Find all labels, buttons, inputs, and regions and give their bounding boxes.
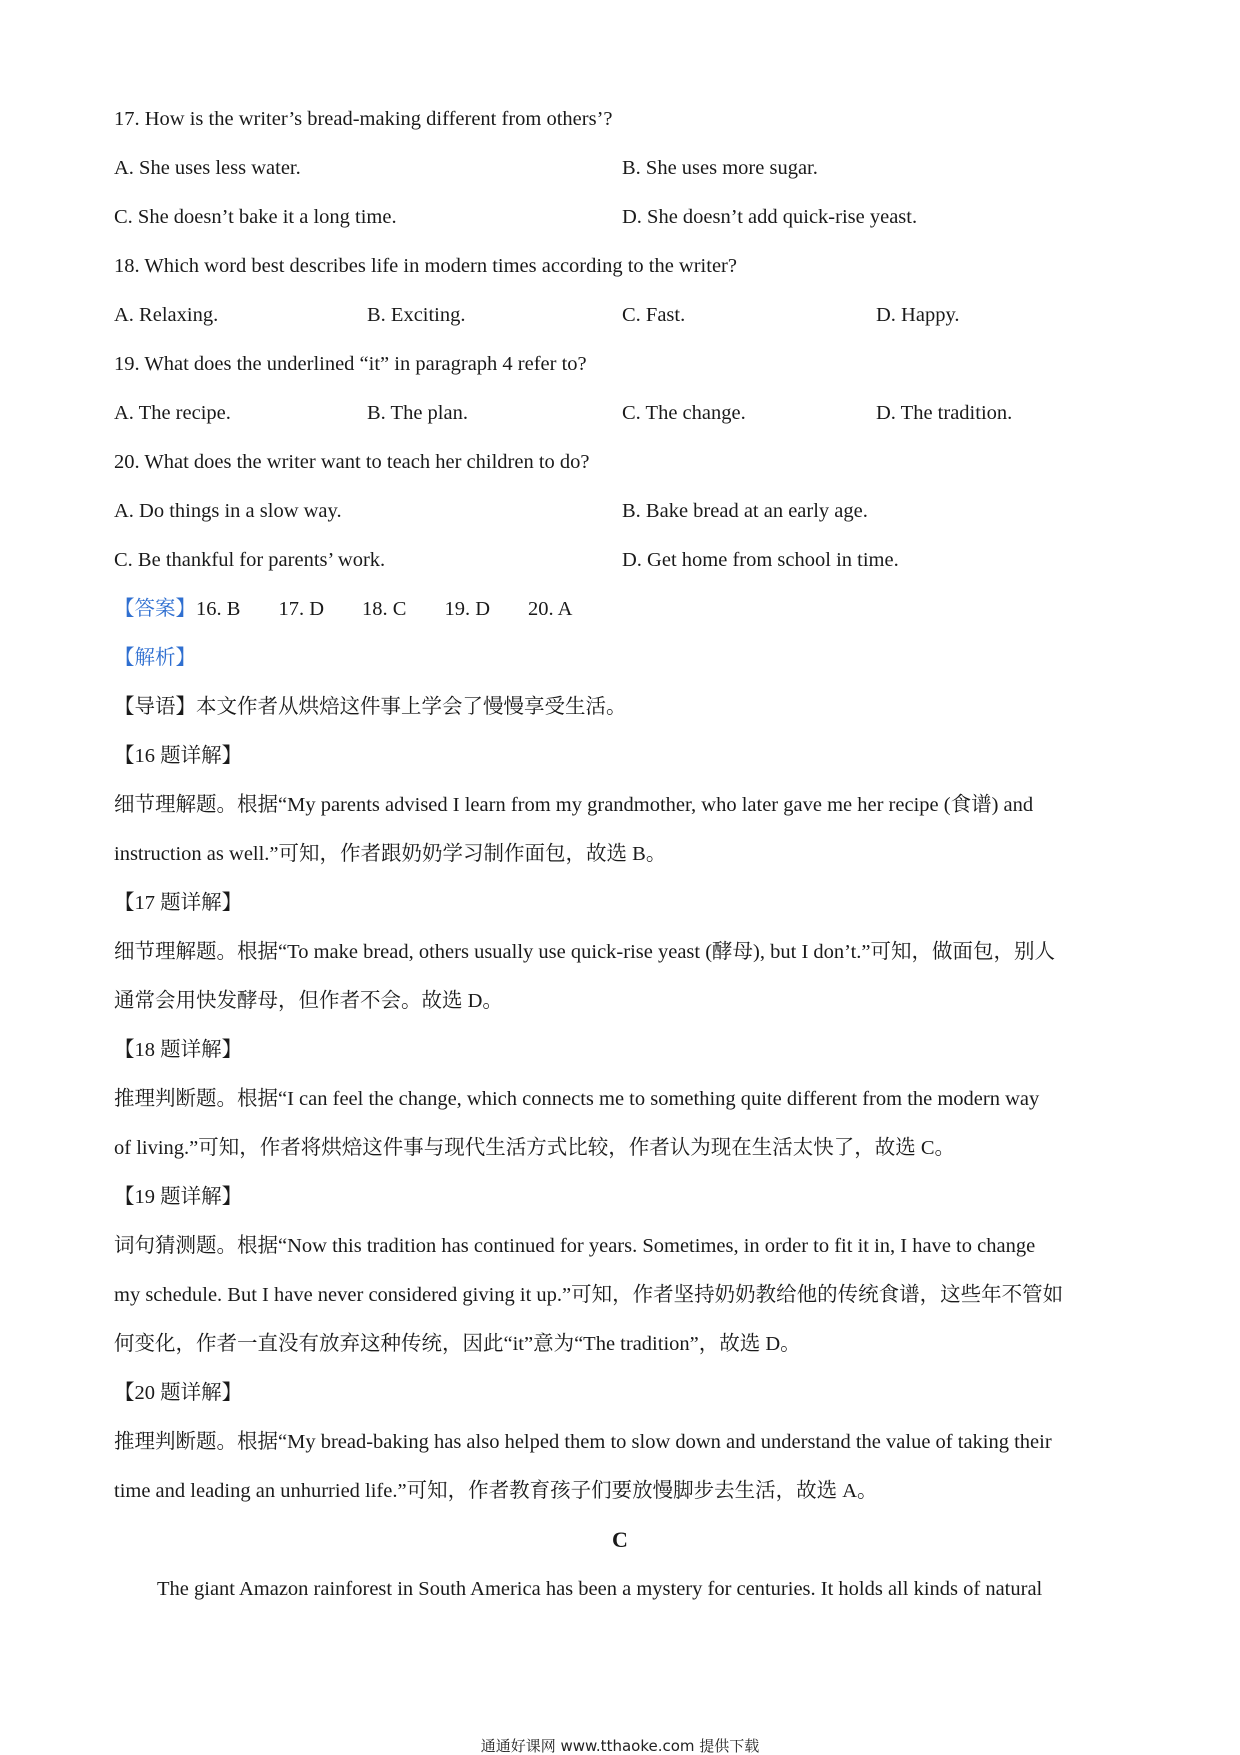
detail-16-line-2: instruction as well.”可知，作者跟奶奶学习制作面包，故选 B。 (114, 843, 667, 865)
question-17-stem: 17. How is the writer’s bread-making different from others’? (114, 108, 613, 130)
detail-18-line-2: of living.”可知，作者将烘焙这件事与现代生活方式比较，作者认为现在生活太快了，故选 C。 (114, 1137, 956, 1159)
answer-18: 18. C (362, 598, 407, 620)
detail-18-title: 【18 题详解】 (114, 1039, 243, 1061)
analysis-label: 【解析】 (114, 647, 196, 669)
question-17-option-d: D. She doesn’t add quick-rise yeast. (622, 206, 918, 228)
detail-16-line-1: 细节理解题。根据“My parents advised I learn from my grandmother, who later gave me her recipe (食谱) and (114, 794, 1034, 816)
guide-text: 【导语】本文作者从烘焙这件事上学会了慢慢享受生活。 (114, 696, 627, 718)
detail-19-title: 【19 题详解】 (114, 1186, 243, 1208)
detail-20-title: 【20 题详解】 (114, 1382, 243, 1404)
question-18-option-b: B. Exciting. (367, 304, 466, 326)
question-18-option-c: C. Fast. (622, 304, 686, 326)
detail-19-line-1: 词句猜测题。根据“Now this tradition has continued for years. Sometimes, in order to fit it in, I have to change (114, 1235, 1036, 1257)
detail-17-title: 【17 题详解】 (114, 892, 243, 914)
question-17-option-b: B. She uses more sugar. (622, 157, 818, 179)
question-19-option-b: B. The plan. (367, 402, 468, 424)
detail-17-line-1: 细节理解题。根据“To make bread, others usually use quick-rise yeast (酵母), but I don’t.”可知，做面包，别人 (114, 941, 1056, 963)
detail-19-line-2: my schedule. But I have never considered giving it up.”可知，作者坚持奶奶教给他的传统食谱，这些年不管如 (114, 1284, 1064, 1306)
section-c-heading: C (612, 1527, 628, 1552)
detail-16-title: 【16 题详解】 (114, 745, 243, 767)
answer-16: 16. B (196, 598, 241, 620)
question-19-option-c: C. The change. (622, 402, 746, 424)
question-17-option-a: A. She uses less water. (114, 157, 301, 179)
question-19-option-a: A. The recipe. (114, 402, 231, 424)
section-c-first-line: The giant Amazon rainforest in South America has been a mystery for centuries. It holds all kinds of natural (157, 1578, 1043, 1600)
answer-17: 17. D (278, 598, 324, 620)
detail-19-line-3: 何变化，作者一直没有放弃这种传统，因此“it”意为“The tradition”，故选 D。 (114, 1333, 801, 1355)
question-17-option-c: C. She doesn’t bake it a long time. (114, 206, 397, 228)
detail-18-line-1: 推理判断题。根据“I can feel the change, which connects me to something quite different from the modern way (114, 1088, 1040, 1110)
question-18-stem: 18. Which word best describes life in modern times according to the writer? (114, 255, 737, 277)
question-20-option-b: B. Bake bread at an early age. (622, 500, 868, 522)
question-19-option-d: D. The tradition. (876, 402, 1013, 424)
question-20-stem: 20. What does the writer want to teach her children to do? (114, 451, 590, 473)
detail-20-line-2: time and leading an unhurried life.”可知，作者教育孩子们要放慢脚步去生活，故选 A。 (114, 1480, 878, 1502)
question-19-stem: 19. What does the underlined “it” in paragraph 4 refer to? (114, 353, 587, 375)
answer-19: 19. D (444, 598, 490, 620)
answer-key (114, 596, 610, 622)
question-20-option-d: D. Get home from school in time. (622, 549, 899, 571)
page-footer: 通通好课网 www.tthaoke.com 提供下载 (480, 1737, 760, 1755)
question-20-option-a: A. Do things in a slow way. (114, 500, 342, 522)
question-20-option-c: C. Be thankful for parents’ work. (114, 549, 386, 571)
question-18-option-a: A. Relaxing. (114, 304, 219, 326)
detail-17-line-2: 通常会用快发酵母，但作者不会。故选 D。 (114, 990, 503, 1012)
answer-label: 【答案】 (114, 598, 196, 620)
question-18-option-d: D. Happy. (876, 304, 960, 326)
answer-20: 20. A (528, 598, 573, 620)
detail-20-line-1: 推理判断题。根据“My bread-baking has also helped them to slow down and understand the value of taking their (114, 1431, 1052, 1453)
